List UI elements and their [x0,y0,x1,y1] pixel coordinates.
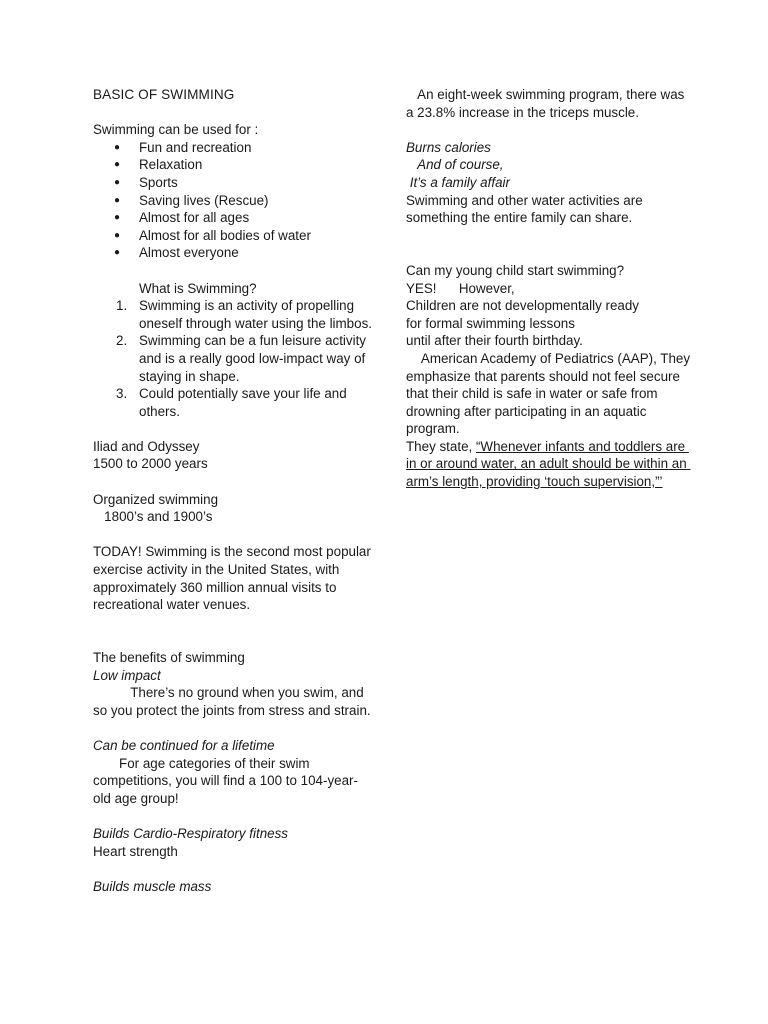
not-ready-line: Children are not developmentally ready [406,298,639,314]
what-heading: What is Swimming? [139,280,257,296]
family-affair-heading: It’s a family affair [406,174,510,190]
not-ready-line: for formal swimming lessons [406,315,575,331]
list-number: 1. [116,298,128,314]
young-child-question: Can my young child start swimming? [406,262,625,278]
low-impact-text: There’s no ground when you swim, and so you protect the joints from stress and strain. [93,685,371,718]
heart-strength: Heart strength [93,843,178,859]
organized-years: 1800’s and 1900’s [93,509,213,525]
lifetime-text: For age categories of their swim competitions, you will find a 100 to 104-year-old age group! [93,755,358,806]
low-impact-heading: Low impact [93,667,161,683]
aap-quote: “Whenever infants and toddlers are in or around water, an adult should be within an arm’s length, providing ‘touch supervision,”’ [406,438,691,490]
iliad-heading: Iliad and Odyssey [93,438,200,454]
list-text: Swimming is an activity of propelling oneself through water using the limbos. [139,298,372,331]
eight-week-paragraph: An eight-week swimming program, there was a 23.8% increase in the triceps muscle. [406,87,689,120]
family-text: Swimming and other water activities are something the entire family can share. [406,192,647,226]
list-number: 2. [116,333,128,349]
benefits-heading: The benefits of swimming [93,650,245,665]
list-item: ● Almost for all bodies of water [93,227,373,245]
not-ready-line: until after their fourth birthday. [406,333,583,349]
today-paragraph: TODAY! Swimming is the second most popular exercise activity in the United States, with approximately 360 million annual visits to recreational water venues. [93,544,375,613]
list-item [93,385,373,420]
list-item: ● Almost everyone [93,244,373,262]
of-course-line: And of course, [406,157,504,173]
list-item: ● Almost for all ages [93,209,373,227]
list-item: ● Sports [93,174,373,192]
they-state-paragraph [406,438,691,491]
uses-intro: Swimming can be used for : [93,122,259,138]
list-item: ● Relaxation [93,156,373,174]
what-list [93,297,373,420]
right-column [406,86,694,491]
list-item: ● Saving lives (Rescue) [93,192,373,210]
aap-paragraph: American Academy of Pediatrics (AAP), They emphasize that parents should not feel secure that their child is safe in water or safe from drowning after participating in an aquatic program. [406,350,694,437]
cardio-heading: Builds Cardio-Respiratory fitness [93,825,288,841]
organized-heading: Organized swimming [93,491,219,507]
muscle-heading: Builds muscle mass [93,878,212,894]
list-item: ● Fun and recreation [93,139,373,157]
document-title: BASIC OF SWIMMING [93,87,235,102]
iliad-years: 1500 to 2000 years [93,456,208,472]
burns-calories-heading: Burns calories [406,139,491,155]
list-item [93,332,373,385]
list-number: 3. [116,386,128,402]
list-item [93,297,373,332]
they-state-lead: They state, [406,438,476,454]
lifetime-heading: Can be continued for a lifetime [93,737,275,753]
list-text: Swimming can be a fun leisure activity and is a really good low-impact way of staying in shape. [139,333,366,384]
left-column [93,86,373,895]
yes-however: YES! However, [406,280,515,296]
uses-list [93,139,373,262]
list-text: Could potentially save your life and others. [139,386,347,419]
